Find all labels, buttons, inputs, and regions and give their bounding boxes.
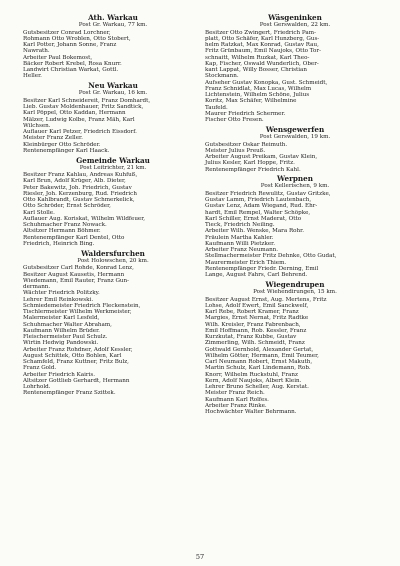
resident-entry-line: Altsitzer Gottlieb Gerhardt, Hermann	[23, 377, 130, 384]
village-post-info: Post Holowschen, 20 km.	[77, 257, 149, 264]
resident-entry-line: Julius Kesler, Karl Hoppe, Fritz.	[205, 160, 295, 167]
resident-entry-line: Kern, Adolf Naujoks, Albert Klein.	[205, 377, 302, 384]
resident-entry-line: Kap, Fischer, Oswald Wunderlich, Ober-	[205, 60, 319, 67]
village-title: Wensgewerfen	[265, 124, 325, 134]
resident-entry-line: Besitzer August Ernst, Aug. Mertens, Fritz	[205, 296, 327, 303]
resident-entry-line: Heller.	[23, 73, 42, 80]
resident-entry-line: Karl Brun, Adolf Krüger, Alb. Dieter,	[23, 178, 126, 185]
resident-entry-line: Gutsbesitzer Oskar Reimuth.	[205, 141, 288, 148]
resident-entry-line: Rentenempfänger Friedrich Kahl.	[205, 166, 301, 173]
resident-entry-line: Stellmachermeister Fritz Dehnke, Otto Gudat,	[205, 253, 337, 260]
resident-entry-line: Zimmerling, Wilh. Schmeidt, Franz	[205, 340, 305, 347]
resident-entry-line: Rohmann Otto Wroblen, Otto Stobert,	[23, 35, 131, 42]
resident-entry-line: Tischlermeister Wilhelm Werkmeister,	[23, 309, 132, 316]
village-title: Ath. Warkau	[88, 13, 138, 22]
village-post-info: Post Gerswalden, 19 km.	[259, 133, 331, 140]
resident-entry-line: dermann.	[23, 284, 51, 291]
village-section	[205, 281, 385, 415]
village-post-info: Post Gr. Warkau, 16 km.	[78, 90, 148, 97]
resident-entry-line: Emil Hoffmann, Rob. Kessler, Franz	[205, 327, 307, 334]
resident-entry-line: Gustav Lamm, Friedrich Lautenbach,	[205, 197, 312, 204]
resident-entry-line: Kaufmann Wilhelm Brüder.	[23, 327, 100, 334]
resident-entry-line: Kurzkutat, Franz Kubbe, Gustav	[205, 334, 297, 341]
resident-entry-line: Knorr, Wilhelm Ruckstuhl, Franz	[205, 371, 298, 378]
resident-entry-line: Wilchsen.	[23, 122, 51, 129]
resident-entry-line: Lohrhold.	[23, 384, 51, 391]
resident-entry-line: Mälzer, Ludwig Kolbe, Franz Mäh, Karl	[23, 116, 135, 123]
resident-entry-line: Meister Julius Preuß.	[205, 147, 266, 154]
resident-entry-line: Kaufmann Willi Pietzker.	[205, 240, 275, 247]
resident-entry-line: Maurer Friedrich Schermer.	[205, 110, 286, 117]
village-section	[23, 250, 203, 397]
village-post-info: Post Kellerischen, 9 km.	[260, 183, 330, 190]
resident-entry-line: Arbeiter Wilh. Wenske, Mara Rohr.	[205, 228, 304, 235]
village-post-info: Post Gr. Warkau, 77 km.	[78, 22, 148, 28]
resident-entry-line: Auflauer Karl Petzer, Friedrich Eissdorf.	[23, 129, 137, 136]
village-title: Wäsgeninken	[268, 13, 322, 22]
village-post-info: Post Leitrichter, 21 km.	[79, 164, 147, 171]
resident-entry-line: Taufeld.	[205, 104, 228, 111]
resident-entry-line: Aufseher Gustav Konopka, Gust. Schmeidt,	[205, 79, 328, 86]
village-post-info: Post Wiehendirungen, 15 km.	[253, 289, 337, 296]
village-section	[205, 14, 385, 123]
resident-entry-line: schnaitt, Wilhelm Ruzkat, Karl Theo-	[205, 54, 310, 61]
resident-entry-line: Lohse, Adolf Ewert, Emil Sanckwelf,	[205, 302, 309, 309]
resident-entry-line: Altsitzer Hermann Böhmer.	[23, 228, 101, 235]
village-post-info: Post Gerswalden, 22 km.	[259, 22, 331, 28]
resident-entry-line: Meister Franz Reich.	[205, 390, 265, 397]
resident-entry-line: Koritz, Max Schäfer, Wilhelmine	[205, 98, 297, 105]
resident-entry-line: Kaufmann Karl Rolfes.	[205, 396, 269, 403]
resident-entry-line: Karl Potter, Johann Sonne, Franz	[23, 42, 117, 49]
resident-entry-line: Landwirt Christian Warkat, Gottl.	[23, 67, 119, 74]
resident-entry-line: Wilhelm Götter, Hermann, Emil Teumer,	[205, 352, 319, 359]
resident-entry-line: Lehrer Emil Reinkowski.	[23, 296, 94, 303]
resident-entry-line: Bäcker Robert Krebel, Rosa Knurr.	[23, 60, 122, 67]
resident-entry-line: Schamfeld, Franz Kuttner, Fritz Bulz,	[23, 359, 129, 366]
resident-entry-line: Hochwächter Walter Behrmann.	[205, 409, 297, 416]
resident-entry-line: Wilh. Kreisler, Franz Fabrenbach,	[205, 321, 301, 328]
resident-entry-line: Gustav Lenz, Adam Wiegand, Rud. Ehr-	[205, 203, 318, 210]
resident-entry-line: Auflauer Aug. Koriskat, Wilhelm Wildfeuer,	[23, 215, 146, 222]
resident-entry-line: August Schittek, Otto Bohlen, Karl	[23, 352, 122, 359]
resident-entry-line: Besitzer Friedrich Rewulitz, Gustav Gritzke,	[205, 190, 331, 197]
resident-entry-line: Margies, Ernst Nernat, Fritz Radtke	[205, 315, 309, 322]
resident-entry-line: Karl Pöppel, Otto Kaddan, Hermann	[23, 110, 126, 117]
resident-entry-line: Stockmann.	[205, 73, 239, 80]
resident-entry-line: Lieb. Gustav Moldenhauer, Fritz Sandtick,	[23, 104, 144, 111]
resident-entry-line: hardt, Emil Rempel, Walter Schöpke,	[205, 209, 311, 216]
resident-entry-line: Arbeiter Franz Neumann.	[205, 247, 279, 254]
village-section	[23, 82, 203, 154]
resident-entry-line: Schuhmacher Walter Abraham,	[23, 321, 112, 328]
resident-entry-line: Schuhmacher Franz Nowack.	[23, 222, 107, 229]
resident-entry-line: Wiedemann, Emil Rauter, Franz Gun-	[23, 277, 130, 284]
resident-entry-line: Lichtenstein, Wilhelm Schöne, Julius	[205, 92, 310, 99]
resident-entry-line: Meister Franz Zeller.	[23, 135, 83, 142]
resident-entry-line: Rentenempfänger Franz Szittek.	[23, 390, 116, 397]
resident-entry-line: Malermeister Karl Lesfeld,	[23, 315, 100, 322]
village-title: Waldersfurchen	[81, 248, 145, 258]
resident-entry-line: Otto Kahlbrandt, Gustav Schmerkelick,	[23, 197, 135, 204]
resident-entry-line: kant Lappat, Willy Bosser, Christian	[205, 67, 307, 74]
resident-entry-line: Gottwald Gernhold, Alexander Gertat,	[205, 346, 314, 353]
resident-entry-line: Rentenempfänger Karl Dentel, Otto	[23, 234, 125, 241]
village-section	[23, 157, 203, 248]
resident-entry-line: Besitzer Franz Kahlau, Andreas Kuhfuß,	[23, 172, 138, 179]
resident-entry-line: Otto Schröder, Ernst Schröder,	[23, 203, 111, 210]
resident-entry-line: Riesler, Joh. Kerzenburg, Rud. Friedrich	[23, 190, 137, 197]
resident-entry-line: Nawrath.	[23, 48, 50, 55]
resident-entry-line: Wirtin Hedwig Pandowski.	[23, 340, 99, 347]
resident-entry-line: helm Ratzkat, Max Konrad, Gustav Rau,	[205, 42, 319, 49]
resident-entry-line: Karl Stolle.	[23, 209, 55, 216]
left-column	[23, 14, 203, 399]
resident-entry-line: Gutsbesitzer Carl Rohde, Konrad Lenz,	[23, 265, 134, 272]
resident-entry-line: Friedrich, Heinrich Bing.	[23, 240, 95, 247]
resident-entry-line: Arbeiter Franz Rohdner, Adolf Kessler,	[23, 346, 133, 353]
village-title: Gemeinde Warkau	[76, 155, 150, 165]
resident-entry-line: Tieck, Friedrich Neiling.	[205, 222, 275, 229]
resident-entry-line: Martin Schulz, Karl Lindemann, Rob.	[205, 365, 311, 372]
resident-entry-line: Besitzer Karl Schneidereit, Franz Domhardt,	[23, 97, 151, 104]
resident-entry-line: Schmiedemeister Friedrich Fleckenstein,	[23, 302, 141, 309]
resident-entry-line: Arbeiter Franz Rinke.	[205, 402, 267, 409]
resident-entry-line: Maurermeister Erich Thiem.	[205, 259, 287, 266]
village-title: Werpnen	[277, 174, 313, 184]
resident-entry-line: Lehrer Bruno Scheller, Aug. Kerstat.	[205, 384, 309, 391]
village-title: Neu Warkau	[88, 81, 138, 91]
resident-entry-line: Arbeiter August Preikam, Gustav Klein,	[205, 154, 318, 161]
village-section	[23, 14, 203, 80]
resident-entry-line: Fleischermeister Paul Schulz.	[23, 334, 108, 341]
resident-entry-line: Besitzer Otto Zwingert, Friedrich Pam-	[205, 29, 316, 36]
resident-entry-line: Peter Bakewitz, Joh. Friedrich, Gustav	[23, 184, 132, 191]
resident-entry-line: Arbeiter Paul Bokemost,	[23, 54, 93, 61]
right-column	[205, 14, 385, 418]
resident-entry-line: Carl Neumann Robert, Ernst Makuth,	[205, 359, 313, 366]
resident-entry-line: Fritz Grünbaum, Emil Naujoks, Otto Tor-	[205, 48, 321, 55]
page-number: 57	[195, 553, 205, 561]
resident-entry-line: Karl Schiller, Ernst Maderat, Otto	[205, 215, 302, 222]
resident-entry-line: platt, Otto Schäfer, Karl Hunzberg, Gus-	[205, 35, 320, 42]
resident-entry-line: Rentenempfänger Karl Haack.	[23, 147, 110, 154]
resident-entry-line: Gutsbesitzer Conrad Lorchner,	[23, 29, 111, 36]
resident-entry-line: Lange, August Fahrs, Carl Behrend.	[205, 272, 308, 279]
resident-entry-line: Wächter Friedrich Politzky.	[23, 290, 100, 297]
resident-entry-line: Franz Gold.	[23, 365, 57, 372]
resident-entry-line: Rentenempfänger Friedr. Derning, Emil	[205, 265, 319, 272]
resident-entry-line: Kleinbürger Otto Schröder.	[23, 141, 101, 148]
resident-entry-line: Besitzer August Kausetis, Hermann	[23, 271, 125, 278]
resident-entry-line: Arbeiter Friedrich Kairis.	[23, 371, 96, 378]
village-section	[205, 175, 385, 278]
resident-entry-line: Fräulein Martha Kahler.	[205, 234, 274, 241]
village-title: Wiegendrupen	[265, 280, 325, 290]
resident-entry-line: Karl Rebe, Robert Kramer, Franz	[205, 309, 299, 316]
village-section	[205, 126, 385, 173]
resident-entry-line: Fischer Otto Fresen.	[205, 117, 264, 124]
resident-entry-line: Franz Schnidlat, Max Lucas, Wilhelm	[205, 85, 312, 92]
